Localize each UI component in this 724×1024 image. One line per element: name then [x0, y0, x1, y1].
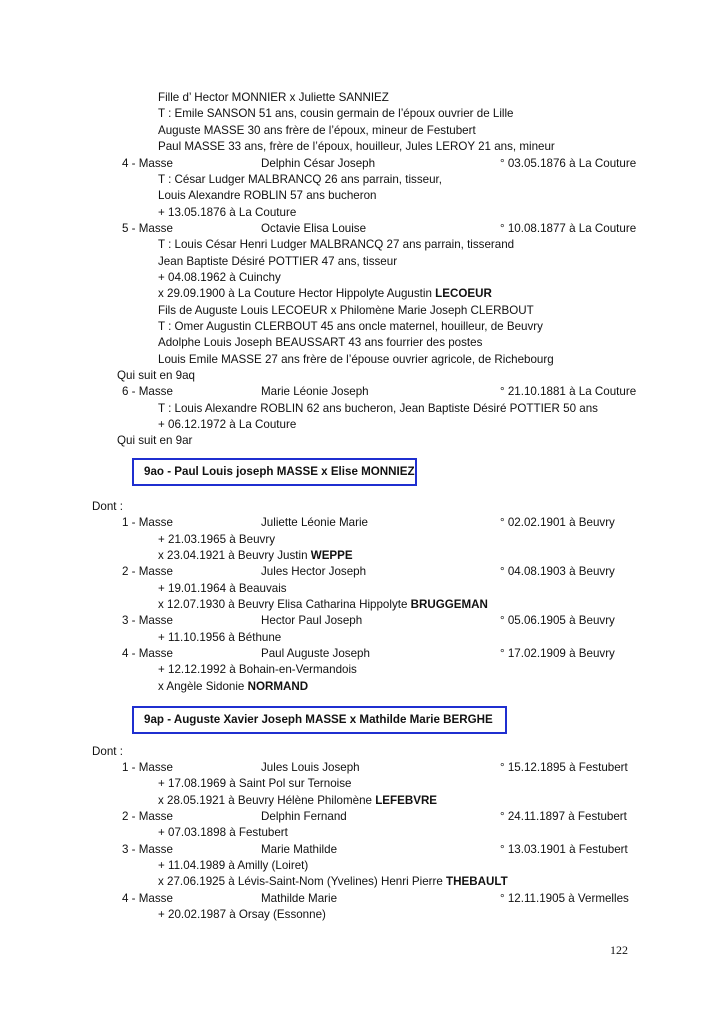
marriage-text: x 29.09.1900 à La Couture Hector Hippolyte Augustin [158, 287, 436, 300]
text-line: T : Omer Augustin CLERBOUT 45 ans oncle maternel, houilleur, de Beuvry [158, 320, 543, 333]
suite-reference: Qui suit en 9aq [117, 369, 195, 382]
child-name: Hector Paul Joseph [261, 614, 363, 627]
child-name: Delphin Fernand [261, 810, 347, 823]
child-name: Mathilde Marie [261, 892, 338, 905]
child-entry [122, 843, 702, 857]
child-number: 5 - Masse [122, 222, 173, 235]
birth-info: ° 13.03.1901 à Festubert [500, 843, 628, 856]
section-heading-9ao: 9ao - Paul Louis joseph MASSE x Elise MONNIEZ [132, 458, 417, 486]
text-line: T : Louis César Henri Ludger MALBRANCQ 27 ans parrain, tisserand [158, 238, 515, 251]
text-line: Jean Baptiste Désiré POTTIER 47 ans, tisseur [158, 255, 398, 268]
death-line: + 07.03.1898 à Festubert [158, 826, 288, 839]
marriage-line [158, 598, 488, 612]
child-entry [122, 810, 702, 824]
child-entry [122, 565, 702, 579]
child-entry [122, 614, 702, 628]
child-number: 4 - Masse [122, 647, 173, 660]
spouse-surname: LECOEUR [435, 287, 492, 300]
spouse-surname: BRUGGEMAN [410, 598, 488, 611]
child-name: Delphin César Joseph [261, 157, 376, 170]
death-line: + 04.08.1962 à Cuinchy [158, 271, 281, 284]
child-name: Marie Mathilde [261, 843, 338, 856]
spouse-surname: NORMAND [247, 680, 309, 693]
birth-info: ° 24.11.1897 à Festubert [500, 810, 627, 823]
text-line: Louis Alexandre ROBLIN 57 ans bucheron [158, 189, 377, 202]
birth-info: ° 10.08.1877 à La Couture [500, 222, 637, 235]
child-entry [122, 157, 702, 171]
dont-label: Dont : [92, 745, 123, 758]
text-line: T : Emile SANSON 51 ans, cousin germain de l’époux ouvrier de Lille [158, 107, 514, 120]
child-entry [122, 516, 702, 530]
marriage-text: x Angèle Sidonie [158, 680, 248, 693]
death-line: + 11.10.1956 à Béthune [158, 631, 282, 644]
birth-info: ° 21.10.1881 à La Couture [500, 385, 637, 398]
child-entry [122, 647, 702, 661]
death-line: + 11.04.1989 à Amilly (Loiret) [158, 859, 309, 872]
child-name: Juliette Léonie Marie [261, 516, 368, 529]
child-number: 1 - Masse [122, 761, 173, 774]
marriage-text: x 12.07.1930 à Beuvry Elisa Catharina Hippolyte [158, 598, 411, 611]
child-entry [122, 761, 702, 775]
death-line: + 20.02.1987 à Orsay (Essonne) [158, 908, 326, 921]
marriage-line [158, 287, 492, 301]
death-line: + 19.01.1964 à Beauvais [158, 582, 287, 595]
text-line: Adolphe Louis Joseph BEAUSSART 43 ans fourrier des postes [158, 336, 483, 349]
page-number: 122 [610, 943, 628, 957]
marriage-text: x 27.06.1925 à Lévis-Saint-Nom (Yvelines) Henri Pierre [158, 875, 447, 888]
child-number: 1 - Masse [122, 516, 173, 529]
child-name: Octavie Elisa Louise [261, 222, 367, 235]
birth-info: ° 02.02.1901 à Beuvry [500, 516, 615, 529]
birth-info: ° 04.08.1903 à Beuvry [500, 565, 615, 578]
birth-info: ° 12.11.1905 à Vermelles [500, 892, 629, 905]
spouse-surname: THEBAULT [446, 875, 508, 888]
text-line: Auguste MASSE 30 ans frère de l’époux, mineur de Festubert [158, 124, 476, 137]
marriage-line [158, 875, 508, 889]
birth-info: ° 15.12.1895 à Festubert [500, 761, 628, 774]
death-line: + 13.05.1876 à La Couture [158, 206, 297, 219]
child-number: 2 - Masse [122, 810, 173, 823]
spouse-surname: WEPPE [310, 549, 353, 562]
child-entry [122, 892, 702, 906]
text-line: T : Louis Alexandre ROBLIN 62 ans bucheron, Jean Baptiste Désiré POTTIER 50 ans [158, 402, 598, 415]
child-entry [122, 385, 702, 399]
child-name: Marie Léonie Joseph [261, 385, 369, 398]
child-number: 4 - Masse [122, 157, 173, 170]
suite-reference: Qui suit en 9ar [117, 434, 193, 447]
marriage-text: x 28.05.1921 à Beuvry Hélène Philomène [158, 794, 376, 807]
dont-label: Dont : [92, 500, 123, 513]
death-line: + 21.03.1965 à Beuvry [158, 533, 275, 546]
text-line: Paul MASSE 33 ans, frère de l’époux, houilleur, Jules LEROY 21 ans, mineur [158, 140, 555, 153]
child-number: 2 - Masse [122, 565, 173, 578]
birth-info: ° 05.06.1905 à Beuvry [500, 614, 615, 627]
birth-info: ° 17.02.1909 à Beuvry [500, 647, 615, 660]
child-number: 3 - Masse [122, 843, 173, 856]
marriage-line [158, 680, 308, 694]
text-line: Fille d’ Hector MONNIER x Juliette SANNIEZ [158, 91, 389, 104]
text-line: Fils de Auguste Louis LECOEUR x Philomène Marie Joseph CLERBOUT [158, 304, 534, 317]
section-heading-9ap: 9ap - Auguste Xavier Joseph MASSE x Mathilde Marie BERGHE [132, 706, 507, 734]
child-number: 4 - Masse [122, 892, 173, 905]
birth-info: ° 03.05.1876 à La Couture [500, 157, 637, 170]
child-number: 6 - Masse [122, 385, 173, 398]
child-name: Paul Auguste Joseph [261, 647, 370, 660]
death-line: + 12.12.1992 à Bohain-en-Vermandois [158, 663, 357, 676]
marriage-line [158, 549, 353, 563]
child-name: Jules Louis Joseph [261, 761, 360, 774]
child-number: 3 - Masse [122, 614, 173, 627]
marriage-text: x 23.04.1921 à Beuvry Justin [158, 549, 311, 562]
text-line: T : César Ludger MALBRANCQ 26 ans parrain, tisseur, [158, 173, 442, 186]
death-line: + 06.12.1972 à La Couture [158, 418, 297, 431]
child-name: Jules Hector Joseph [261, 565, 367, 578]
text-line: Louis Emile MASSE 27 ans frère de l’épouse ouvrier agricole, de Richebourg [158, 353, 554, 366]
marriage-line [158, 794, 437, 808]
child-entry [122, 222, 702, 236]
death-line: + 17.08.1969 à Saint Pol sur Ternoise [158, 777, 352, 790]
spouse-surname: LEFEBVRE [375, 794, 438, 807]
